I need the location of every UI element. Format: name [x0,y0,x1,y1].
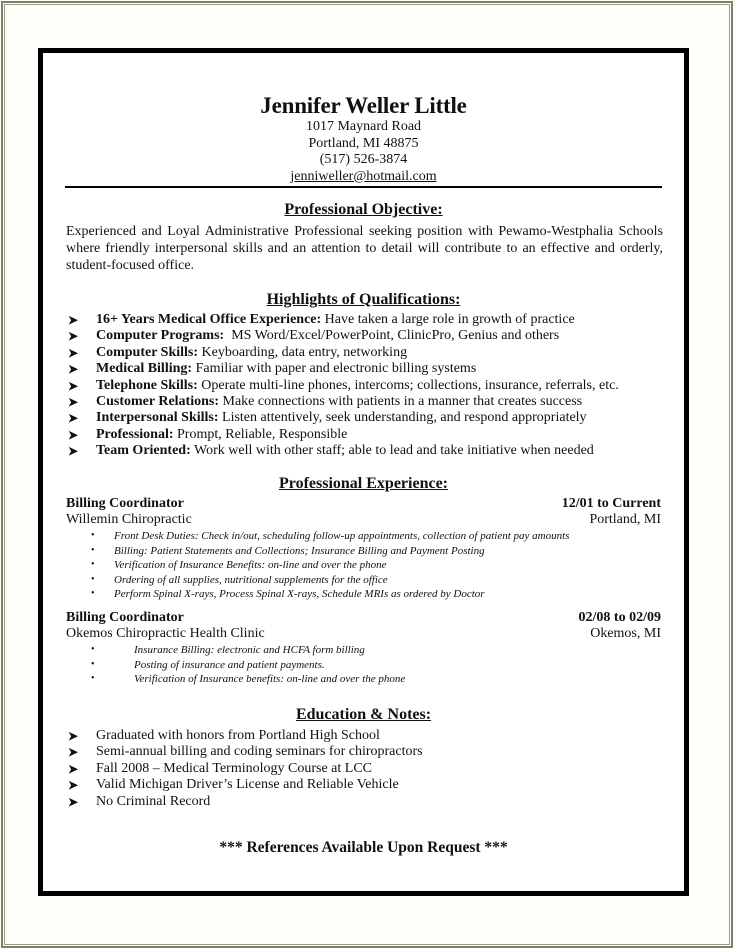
qualification-item [66,443,674,459]
arrowhead-right-icon: ➤ [68,362,79,377]
duty-text: Posting of insurance and patient payments. [134,658,325,671]
duty-item [66,658,661,673]
qualification-item [66,361,674,377]
qualification-text: Listen attentively, seek understanding, and respond appropriately [218,410,587,426]
qualifications-heading: Highlights of Qualifications: [266,291,461,308]
education-list [66,728,674,810]
education-heading: Education & Notes: [295,706,432,723]
education-text: Graduated with honors from Portland High School [96,728,380,743]
arrowhead-right-icon: ➤ [68,778,79,793]
arrowhead-right-icon: ➤ [68,411,79,426]
qualification-label: Medical Billing: [96,361,193,377]
experience-heading: Professional Experience: [278,475,448,492]
job-dates: 12/01 to Current [561,496,661,511]
qualification-label: Team Oriented: [96,443,191,459]
arrowhead-right-icon: ➤ [68,378,79,393]
duty-text: Ordering of all supplies, nutritional supplements for the office [114,573,388,586]
qualification-text: Make connections with patients in a manner that creates success [219,394,583,410]
phone-number: (517) 526-3874 [319,152,408,167]
duty-item [66,643,661,658]
arrowhead-right-icon: ➤ [68,729,79,743]
job-duties-list [66,529,661,602]
duty-text: Verification of Insurance benefits: on-line and over the phone [134,673,406,685]
education-item [66,777,674,793]
qualification-label: 16+ Years Medical Office Experience: [96,312,322,327]
resume-page [38,48,689,896]
candidate-name: Jennifer Weller Little [260,93,467,118]
qualification-text: Have taken a large role in growth of practice [321,312,575,327]
duty-text: Front Desk Duties: Check in/out, scheduling follow-up appointments, collection of patient pay amounts [114,530,570,542]
qualification-label: Computer Programs: [96,328,225,344]
duty-item [66,544,661,559]
job-location: Portland, MI [589,512,661,527]
duty-text: Verification of Insurance Benefits: on-line and over the phone [114,559,387,571]
qualification-text: MS Word/Excel/PowerPoint, ClinicPro, Genius and others [224,328,560,344]
qualification-item [66,410,674,426]
qualification-text: Prompt, Reliable, Responsible [173,426,348,442]
duty-text: Perform Spinal X-rays, Process Spinal X-rays, Schedule MRIs as ordered by Doctor [114,588,485,600]
bullet-dot-icon: • [91,530,95,541]
duty-item [66,587,661,602]
header-divider [65,186,662,188]
arrowhead-right-icon: ➤ [68,313,79,327]
bullet-dot-icon: • [91,544,95,556]
qualification-label: Telephone Skills: [96,377,198,393]
bullet-dot-icon: • [91,559,95,570]
education-text: Valid Michigan Driver’s License and Reliable Vehicle [96,777,399,793]
qualification-item [66,328,674,344]
qualification-label: Computer Skills: [96,344,199,360]
arrowhead-right-icon: ➤ [68,794,79,809]
job-entry [66,496,661,602]
qualification-text: Familiar with paper and electronic billing systems [192,361,477,377]
job-dates: 02/08 to 02/09 [578,610,661,625]
job-location: Okemos, MI [590,626,661,641]
objective-heading: Professional Objective: [284,201,443,218]
arrowhead-right-icon: ➤ [68,345,79,360]
arrowhead-right-icon: ➤ [68,745,79,760]
job-entry [66,610,661,687]
resume-header [43,93,684,185]
job-duties-list [66,643,661,687]
references-note: *** References Available Upon Request *** [219,839,508,856]
education-text: Fall 2008 – Medical Terminology Course at LCC [96,760,373,776]
job-title: Billing Coordinator [66,496,184,511]
bullet-dot-icon: • [91,573,95,585]
qualification-label: Professional: [96,426,174,442]
address-line-2: Portland, MI 48875 [308,135,419,151]
job-employer: Willemin Chiropractic [66,512,192,527]
job-employer: Okemos Chiropractic Health Clinic [66,626,265,641]
bullet-dot-icon: • [91,644,95,655]
qualification-label: Customer Relations: [96,394,220,410]
qualification-text: Operate multi-line phones, intercoms; collections, insurance, referrals, etc. [197,377,619,393]
education-text: Semi-annual billing and coding seminars for chiropractors [96,744,423,760]
qualifications-list [66,312,674,460]
qualification-label: Interpersonal Skills: [96,410,219,426]
duty-item [66,558,661,573]
arrowhead-right-icon: ➤ [68,761,79,776]
qualification-item [66,345,674,361]
qualification-item [66,394,674,410]
job-title: Billing Coordinator [66,610,184,625]
duty-text: Insurance Billing: electronic and HCFA form billing [134,644,365,656]
duty-text: Billing: Patient Statements and Collections; Insurance Billing and Payment Posting [114,544,485,557]
arrowhead-right-icon: ➤ [68,444,79,459]
bullet-dot-icon: • [91,588,95,599]
bullet-dot-icon: • [91,673,95,684]
education-item [66,744,674,760]
duty-item [66,672,661,687]
objective-text: Experienced and Loyal Administrative Professional seeking position with Pewamo-Westphalia Schools where friendly interpersonal skills and an attention to detail will contribute to an effective and orderly, student-focused office. [66,224,663,273]
qualification-text: Keyboarding, data entry, networking [198,344,408,360]
duty-item [66,529,661,544]
arrowhead-right-icon: ➤ [68,329,79,344]
address-line-1: 1017 Maynard Road [305,119,422,134]
duty-item [66,573,661,588]
email-link[interactable]: jenniweller@hotmail.com [290,168,437,184]
education-item [66,728,674,744]
qualification-item [66,378,674,394]
arrowhead-right-icon: ➤ [68,427,79,442]
bullet-dot-icon: • [91,658,95,670]
qualification-text: Work well with other staff; able to lead and take initiative when needed [190,443,594,459]
education-item [66,761,674,777]
qualification-item [66,427,674,443]
arrowhead-right-icon: ➤ [68,395,79,410]
education-item [66,794,674,810]
qualification-item [66,312,674,328]
education-text: No Criminal Record [96,793,211,809]
